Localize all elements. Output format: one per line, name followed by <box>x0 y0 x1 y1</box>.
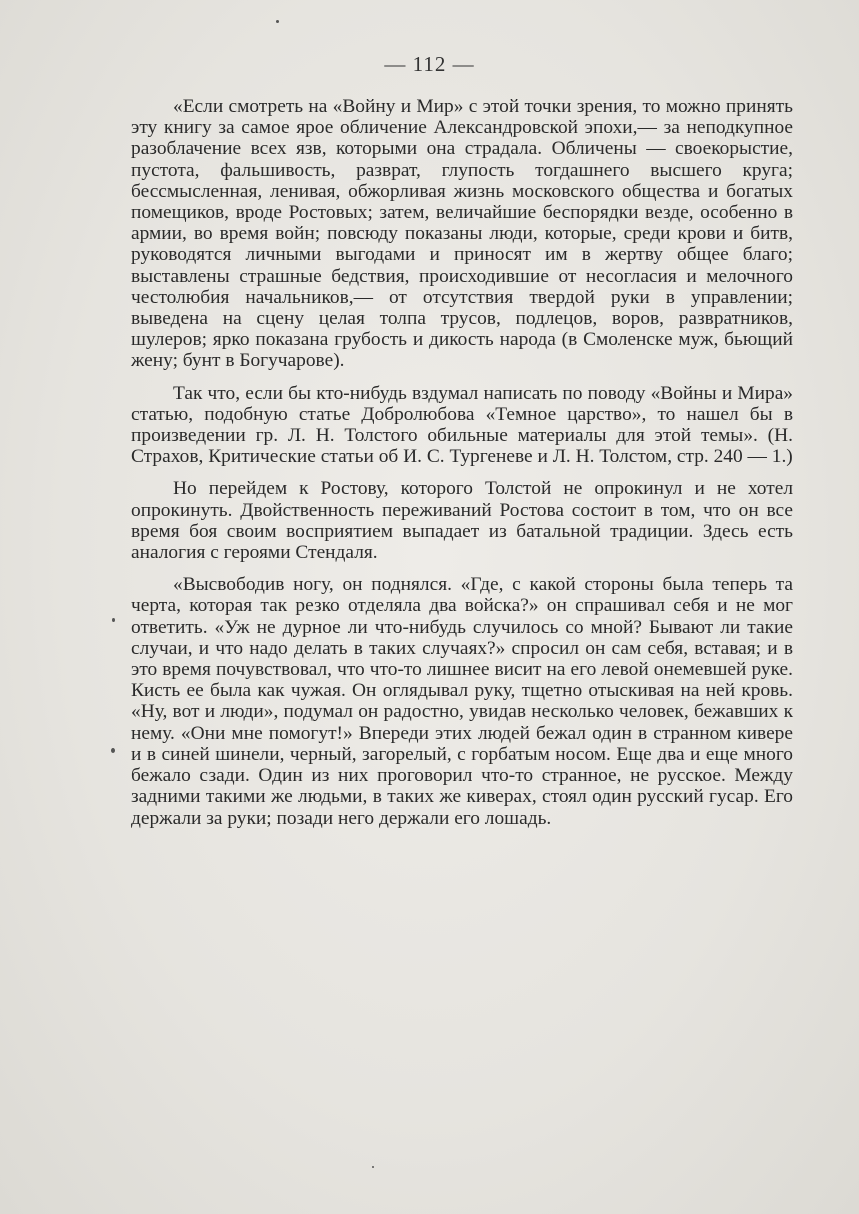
ink-speck <box>372 1166 374 1168</box>
paragraph-quote-continuation: Так что, если бы кто-нибудь вздумал написать по поводу «Войны и Мира» статью, подобную статье Добролюбова «Темное царство», то нашел бы в произведении гр. Л. Н. Толстого обильные материалы для этой темы». (Н. Страхов, Критические статьи об И. С. Тургеневе и Л. Н. Толстом, стр. 240 — 1.) <box>131 382 793 468</box>
paragraph-quote-battle: «Высвободив ногу, он поднялся. «Где, с какой стороны была теперь та черта, которая так резко отделяла два войска?» он спрашивал себя и не мог ответить. «Уж не дурное ли что-нибудь случилось со мной? Бывают ли такие случаи, и что надо делать в таких случаях?» спросил он сам себя, вставая; и в это время почувствовал, что что-то лишнее висит на его левой онемевшей руке. Кисть ее была как чужая. Он оглядывал руку, тщетно отыскивая на ней кровь. «Ну, вот и люди», подумал он радостно, увидав несколько человек, бежавших к нему. «Они мне помогут!» Впереди этих людей бежал один в странном кивере и в синей шинели, черный, загорелый, с горбатым носом. Еще два и еще много бежало сзади. Один из них проговорил что-то странное, не русское. Между задними такими же людьми, в таких же киверах, стоял один русский гусар. Его держали за руки; позади него держали его лошадь. <box>131 574 793 829</box>
paragraph-rostov: Но перейдем к Ростову, которого Толстой не опрокинул и не хотел опрокинуть. Двойственность переживаний Ростова состоит в том, что он все время боя своим восприятием выпадает из батальной традиции. Здесь есть аналогия с героями Стендаля. <box>131 478 793 564</box>
ink-speck <box>112 618 115 622</box>
main-text <box>131 96 793 829</box>
ink-speck <box>111 748 115 753</box>
ink-speck <box>276 20 279 23</box>
page-number: — 112 — <box>384 52 475 76</box>
paragraph-quote-strakhov: «Если смотреть на «Войну и Мир» с этой точки зрения, то можно принять эту книгу за самое ярое обличение Александровской эпохи,— за неподкупное разоблачение всех язв, которыми она страдала. Обличены — своекорыстие, пустота, фальшивость, разврат, глупость тогдашнего высшего круга; бессмысленная, ленивая, обжорливая жизнь московского общества и богатых помещиков, вроде Ростовых; затем, величайшие беспорядки везде, особенно в армии, во время войн; повсюду показаны люди, которые, среди крови и битв, руководятся личными выгодами и приносят им в жертву общее благо; выставлены страшные бедствия, происходившие от несогласия и мелочного честолюбия начальников,— от отсутствия твердой руки в управлении; выведена на сцену целая толпа трусов, подлецов, воров, развратников, шулеров; ярко показана грубость и дикость народа (в Смоленске муж, бьющий жену; бунт в Богучарове). <box>131 96 793 372</box>
